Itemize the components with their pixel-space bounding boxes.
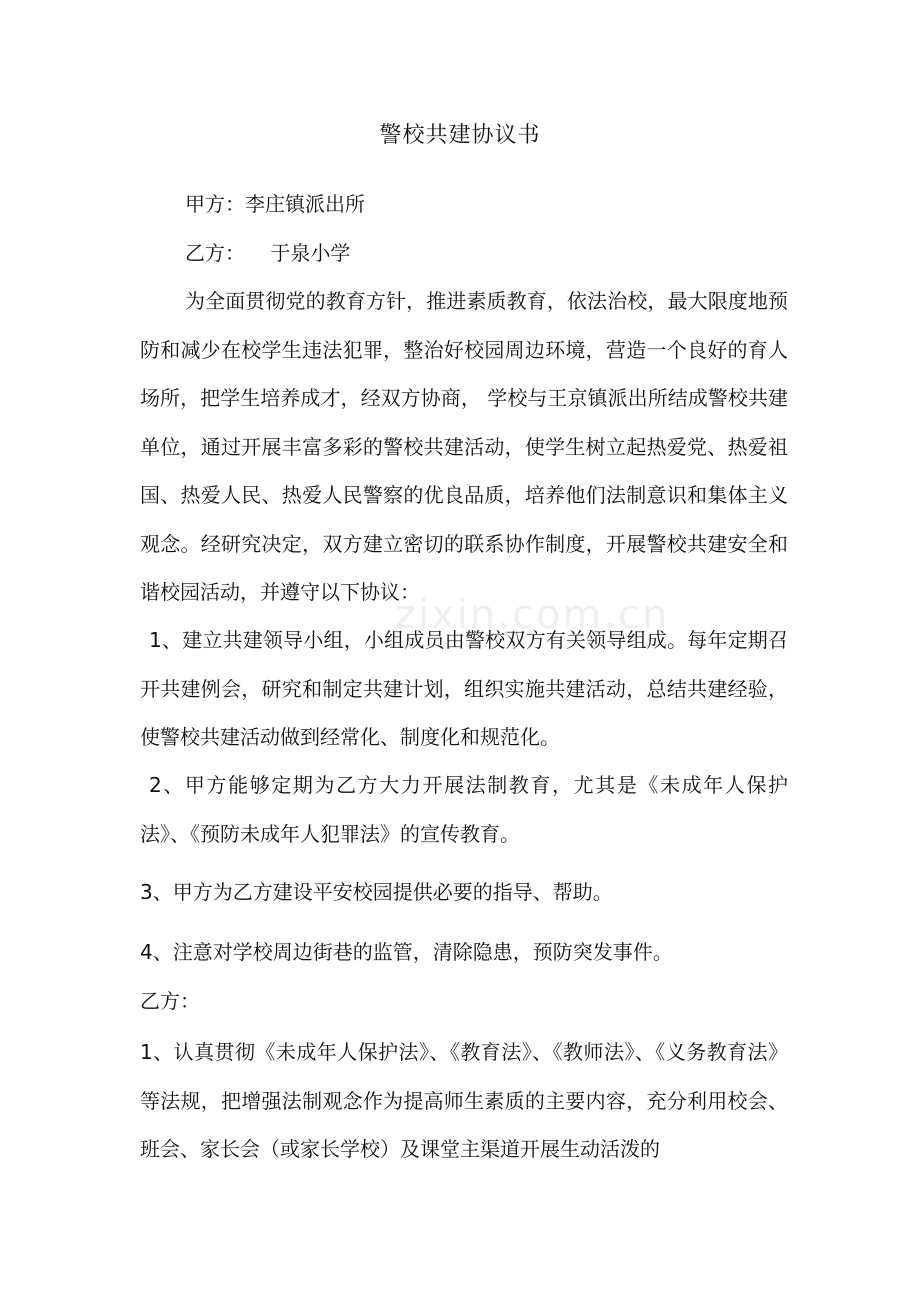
party-b-item-1: 1、认真贯彻《未成年人保护法》、《教育法》、《教师法》、《义务教育法》等法规，把增强法制观念作为提高师生素质的主要内容，充分利用校会、班会、家长会（或家长学校）及课堂主渠道开展生动活泼的 — [140, 1040, 788, 1161]
intro-paragraph: 为全面贯彻党的教育方针，推进素质教育，依法治校，最大限度地预防和减少在校学生违法犯罪，整治好校园周边环境，营造一个良好的育人场所，把学生培养成才，经双方协商， 学校与王京镇派出所结成警校共建单位，通过开展丰富多彩的警校共建活动，使学生树立起热爱党、热爱祖国、热爱人民、热爱人民警察的优良品质，培养他们法制意识和集体主义观念。经研究决定，双方建立密切的联系协作制度，开展警校共建安全和谐校园活动，并遵守以下协议： — [140, 289, 788, 604]
party-a-item-4: 4、注意对学校周边街巷的监管，清除隐患，预防突发事件。 — [140, 940, 673, 964]
party-a-item-3: 3、甲方为乙方建设平安校园提供必要的指导、帮助。 — [140, 880, 613, 904]
watermark: zixin.com.cn — [395, 592, 670, 638]
party-a-item-2: 2、甲方能够定期为乙方大力开展法制教育，尤其是《未成年人保护法》、《预防未成年人犯罪法》的宣传教育。 — [140, 773, 788, 846]
party-a-line: 甲方：李庄镇派出所 — [185, 192, 365, 216]
party-a-item-1: 1、建立共建领导小组，小组成员由警校双方有关领导组成。每年定期召开共建例会，研究和制定共建计划，组织实施共建活动，总结共建经验，使警校共建活动做到经常化、制度化和规范化。 — [140, 628, 788, 749]
party-b-line: 乙方： 于泉小学 — [185, 241, 351, 265]
party-b-heading: 乙方： — [140, 989, 200, 1013]
document-title: 警校共建协议书 — [379, 123, 541, 148]
